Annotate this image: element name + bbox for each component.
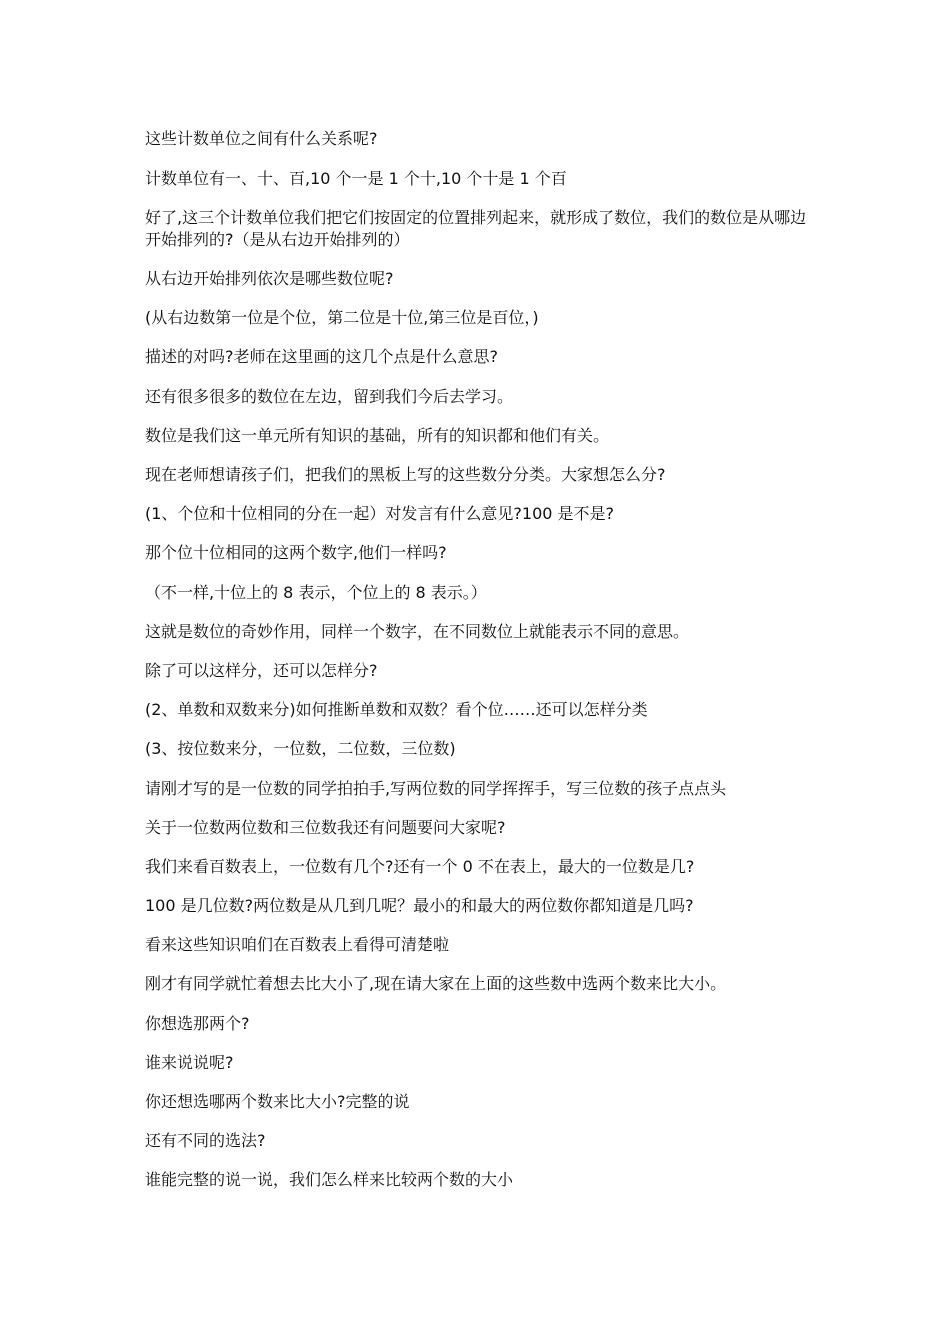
paragraph: 你想选那两个? [145, 1014, 250, 1033]
paragraph: 计数单位有一、十、百,10 个一是 1 个十,10 个十是 1 个百 [145, 169, 567, 188]
paragraph: 除了可以这样分，还可以怎样分? [145, 661, 378, 680]
paragraph: 刚才有同学就忙着想去比大小了,现在请大家在上面的这些数中选两个数来比大小。 [145, 974, 727, 993]
paragraph: (1、个位和十位相同的分在一起）对发言有什么意见?100 是不是? [145, 504, 615, 523]
paragraph: 描述的对吗?老师在这里画的这几个点是什么意思? [145, 347, 498, 366]
paragraph: (2、单数和双数来分)如何推断单数和双数？看个位……还可以怎样分类 [145, 700, 648, 719]
paragraph: 数位是我们这一单元所有知识的基础，所有的知识都和他们有关。 [145, 426, 610, 445]
paragraph: 这些计数单位之间有什么关系呢? [145, 129, 378, 148]
paragraph: 谁能完整的说一说，我们怎么样来比较两个数的大小 [145, 1170, 514, 1189]
paragraph: 看来这些知识咱们在百数表上看得可清楚啦 [145, 935, 450, 954]
paragraph: (从右边数第一位是个位，第二位是十位,第三位是百位，) [145, 308, 539, 327]
paragraph: （不一样,十位上的 8 表示，个位上的 8 表示。） [145, 583, 487, 602]
paragraph: (3、按位数来分，一位数，二位数，三位数) [145, 739, 456, 758]
paragraph: 现在老师想请孩子们，把我们的黑板上写的这些数分分类。大家想怎么分? [145, 465, 666, 484]
paragraph: 关于一位数两位数和三位数我还有问题要问大家呢? [145, 818, 506, 837]
paragraph: 从右边开始排列依次是哪些数位呢? [145, 269, 394, 288]
paragraph: 还有很多很多的数位在左边，留到我们今后去学习。 [145, 387, 514, 406]
paragraph: 你还想选哪两个数来比大小?完整的说 [145, 1092, 410, 1111]
paragraph: 请刚才写的是一位数的同学拍拍手,写两位数的同学挥挥手，写三位数的孩子点点头 [145, 779, 727, 798]
paragraph: 好了,这三个计数单位我们把它们按固定的位置排列起来，就形成了数位，我们的数位是从哪边开始排列的?（是从右边开始排列的） [145, 208, 807, 249]
paragraph: 那个位十位相同的这两个数字,他们一样吗? [145, 543, 447, 562]
paragraph: 还有不同的选法? [145, 1131, 266, 1150]
paragraph: 谁来说说呢? [145, 1053, 234, 1072]
paragraph: 这就是数位的奇妙作用，同样一个数字，在不同数位上就能表示不同的意思。 [145, 622, 690, 641]
paragraph: 100 是几位数?两位数是从几到几呢？最小的和最大的两位数你都知道是几吗? [145, 896, 694, 915]
paragraph: 我们来看百数表上，一位数有几个?还有一个 0 不在表上，最大的一位数是几? [145, 857, 695, 876]
